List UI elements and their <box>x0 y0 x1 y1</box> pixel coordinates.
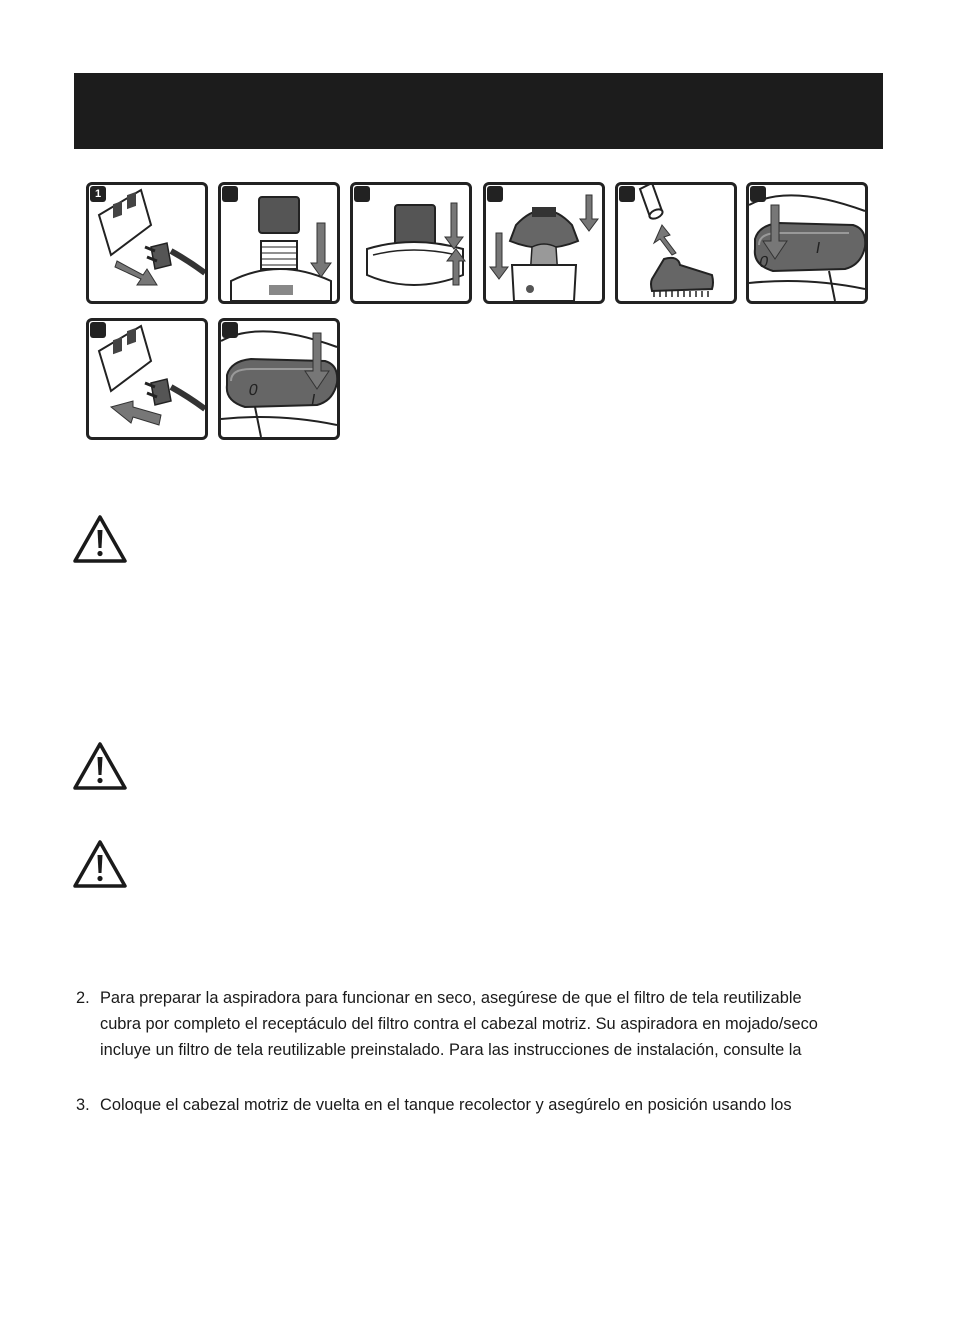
illustration-panel-2 <box>218 182 340 304</box>
illustration-panel-1 <box>86 182 208 304</box>
warning-triangle-icon <box>72 839 128 889</box>
svg-text:0: 0 <box>247 381 260 399</box>
filter-secure-icon <box>353 185 469 301</box>
panel-number-badge <box>222 322 238 338</box>
illustration-panel-6 <box>746 182 868 304</box>
unplug-outlet-icon <box>89 185 205 301</box>
plug-in-outlet-icon <box>89 321 205 437</box>
header-bar <box>74 73 883 149</box>
panel-number-badge <box>750 186 766 202</box>
svg-text:I: I <box>814 239 822 257</box>
filter-install-icon <box>221 185 337 301</box>
switch-off-icon <box>749 185 865 301</box>
illustration-panel-4 <box>483 182 605 304</box>
panel-number-badge: 1 <box>90 186 106 202</box>
panel-number-badge <box>90 322 106 338</box>
illustration-panel-5 <box>615 182 737 304</box>
illustration-panel-7 <box>86 318 208 440</box>
panel-number-badge <box>619 186 635 202</box>
warning-triangle-icon <box>72 514 128 564</box>
switch-on-icon <box>221 321 337 437</box>
svg-text:I: I <box>309 391 318 409</box>
illustration-panel-3 <box>350 182 472 304</box>
step-number: 2. <box>76 989 90 1007</box>
step-3 <box>76 1092 792 1118</box>
step-2 <box>76 985 818 1063</box>
step-text: Coloque el cabezal motriz de vuelta en el tanque recolector y asegúrelo en posición usando los <box>100 1096 792 1114</box>
step-number: 3. <box>76 1096 90 1114</box>
panel-number-badge <box>354 186 370 202</box>
warning-triangle-icon <box>72 741 128 791</box>
accessory-attach-icon <box>618 185 734 301</box>
step-text: Para preparar la aspiradora para funcionar en seco, asegúrese de que el filtro de tela reutilizable cubra por completo el receptáculo del filtro contra el cabezal motriz. Su aspiradora en mojado/seco incluye un filtro de tela reutilizable preinstalado. Para las instrucciones de instalación, consulte la <box>100 989 818 1059</box>
powerhead-tank-icon <box>486 185 602 301</box>
panel-number-badge <box>222 186 238 202</box>
svg-text:0: 0 <box>757 253 770 271</box>
panel-number-badge <box>487 186 503 202</box>
illustration-panel-8 <box>218 318 340 440</box>
